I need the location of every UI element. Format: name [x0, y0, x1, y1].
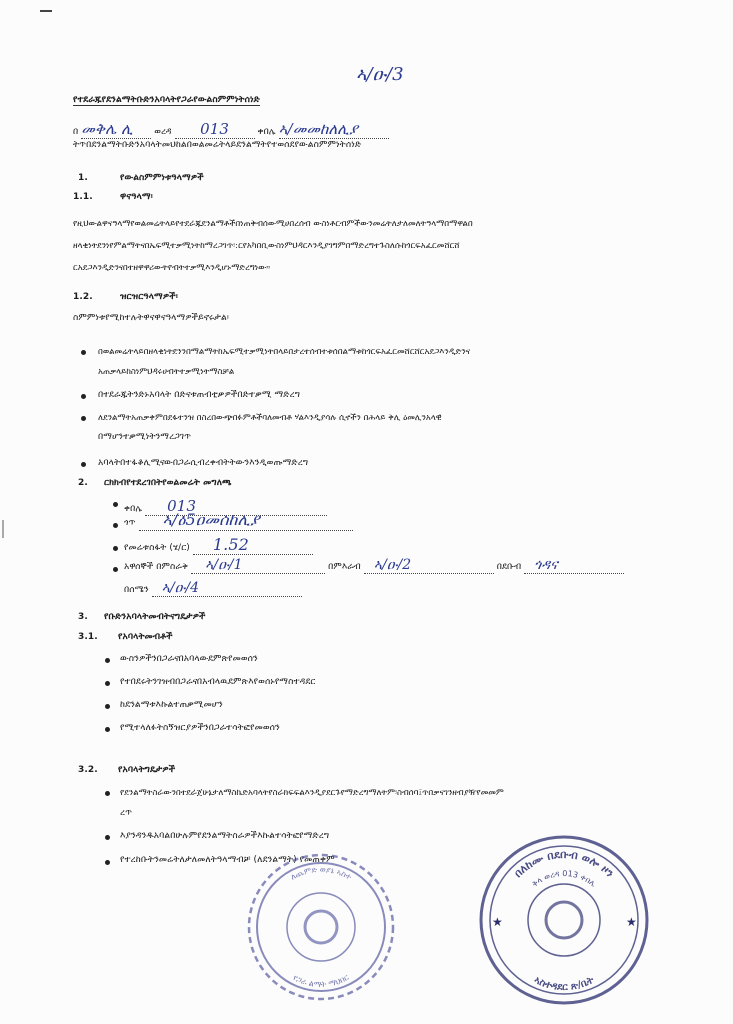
section-1-1-number: 1.1.: [73, 192, 93, 202]
section-1-number: 1.: [78, 173, 88, 183]
star-icon: ★: [626, 915, 637, 929]
document-title: የተደራጁየደንልማትቡድንአባላትየጋራየውልስምምነትሰነድ: [73, 95, 260, 105]
field-area-value: 1.52: [193, 535, 313, 555]
section-1-1-text-line1: የዚህውልዋናዓላማየወልመሬትላይየተደራጁደንልማቶችበነጠቅብሰውሚሀበረሰብ ውስነቶርብምችውንመሬትለታለመለትዓላማበማዋልበ: [73, 218, 473, 228]
field-kebele-label: ቀበሌ: [124, 504, 143, 514]
left-stamp-top-text: ለጨምድ ወያኔ ኣስተ: [288, 864, 353, 882]
objective-1-line1: በወልመሬትላይበዘላቂነትደንንበማልማትከኤፍሚተቃሚነትበላይበታረተሰብተቱሰበልማቱከጎርፍአፈርመሸርሸርአደጋእንዲድንና: [98, 346, 471, 356]
boundary-west-value: ኣ/ዑ/2: [364, 557, 494, 574]
right-item-1: ውስንዎችንበጋራናበአባላውደምጽየመወሰን: [120, 654, 258, 664]
bullet-icon: [105, 791, 110, 796]
bullet-icon: [81, 462, 86, 467]
duty-item-1-cont: ረጥ: [120, 808, 133, 818]
pre-kebele-label: በ: [73, 127, 79, 137]
duty-item-3: የተረከቡትንመሬትለታለመለትዓላማብቻ (ለደንልማት) የመጠቀም: [120, 855, 335, 865]
right-item-2: የተበደሩትንገዝብበጋራናበአብላዉደምጽእየወሰኑየማስተዳደር: [120, 677, 316, 687]
field-boundaries: [124, 557, 624, 574]
section-3-1-number: 3.1.: [78, 632, 98, 642]
right-stamp-mid-text: ቅላ ወረዳ 013 ቀበሌ: [530, 868, 598, 889]
right-stamp-bottom-text: ኣስተዳደር ጽ/ቤት: [532, 974, 596, 994]
bullet-icon: [105, 681, 110, 686]
section-1-1-text-line2: ዘላቂነትደንነየምልማትናበኤፍሚተቃሚነትከማረጋገጥ፡:ርየአካበቢውስነምህዳርእንዲያገግምበማድረግተጉስለሱከጎርፍአፈርመሸርሸ: [73, 240, 460, 250]
field-area: [124, 535, 313, 555]
kebele-label: ቀበሌ: [257, 127, 276, 137]
boundary-north-value: ኣ/ዑ/4: [152, 580, 302, 597]
objective-1-line2: አጠቃላይከስነምህዳሩሀብትተቃሚነትማስቻል: [98, 366, 235, 376]
section-3-number: 3.: [78, 612, 88, 622]
left-stamp: [246, 852, 396, 1002]
scan-mark: [2, 520, 10, 538]
bullet-icon: [105, 658, 110, 663]
section-1-2-title: ዝርዝርዓላማዎች፡: [120, 292, 178, 302]
field-got-value: ኣ/ዕ5ዐመሰከሊያ: [139, 510, 353, 531]
left-stamp-bottom-text: የጋራ ልማት ማህበር: [291, 972, 351, 990]
header-row: [73, 120, 389, 139]
svg-text:ቅላ ወረዳ 013 ቀበሌ: [530, 869, 597, 889]
bullet-icon: [113, 567, 118, 572]
right-stamp: [478, 834, 650, 1006]
objective-3-line1: ለደንልማትአጠቃቀምበደፋተንዝ በስረበውጭበፉምቶችባለመብቶ ሃልእንዲያሳሉ ሲኖችን በሕላይ ቅሊ ዕመሊንአላዊ: [98, 412, 442, 422]
bullet-icon: [81, 416, 86, 421]
boundary-south-label: በደቡብ: [496, 562, 522, 572]
bullet-icon: [105, 860, 110, 865]
objective-2: በተደራጁትንድኑአባላት በድናቱጠብቲቃዎችበድተቃሚ ማድረግ: [98, 390, 301, 400]
handwritten-woreda: 013: [175, 120, 255, 139]
objective-4: አባላትበተፋቆሊሚናውበጋራሲብረቀብትትውንእንዲወጡማድረግ: [98, 458, 309, 468]
section-1-title: የውልስምምነቱዓላማዎች: [120, 173, 204, 183]
field-area-label: የመሬቱስፋት (ሄ/ር): [124, 543, 190, 553]
bullet-icon: [81, 350, 86, 355]
objective-3-line2: በማሆንተቃሚነትንማረጋገጥ: [98, 432, 192, 442]
bullet-icon: [113, 546, 118, 551]
subtitle: ትጥበደንልማትቡድንአባላትመህከልበወልመሬትላይደንልማትየተወሰደየውልስምምነትሰነድ: [73, 140, 362, 150]
section-1-2-intro: ስምምነቱየሚከተሉትዋናዋናዓላማዎችይኖሩታል፡: [73, 313, 229, 323]
bullet-icon: [105, 727, 110, 732]
margin-note: ኣ/ዑ/3: [356, 64, 404, 85]
section-3-2-number: 3.2.: [78, 765, 98, 775]
field-got-label: ጎጥ: [124, 518, 136, 528]
section-3-title: የቡድንአባላትመብትናግዴታዎች: [104, 612, 206, 622]
section-2-number: 2.: [78, 478, 88, 488]
boundary-west-label: በምእራብ: [328, 562, 361, 572]
star-icon: ★: [492, 915, 503, 929]
right-stamp-top-text: በለከሙ በደቡብ ወሎ ዞን: [511, 847, 617, 880]
boundary-north-label: በሰሜን: [124, 585, 149, 595]
boundary-east-value: ኣ/ዑ/1: [191, 557, 325, 574]
bullet-icon: [105, 704, 110, 709]
boundary-south-value: ጎዳና: [524, 557, 624, 574]
section-3-1-title: የአባላትመብቶች: [118, 632, 173, 642]
boundary-east-label: አዋሰኞች በምስራቅ: [124, 562, 189, 572]
bullet-icon: [113, 523, 118, 528]
section-1-2-number: 1.2.: [73, 292, 93, 302]
woreda-label: ወረዳ: [154, 127, 172, 137]
duty-item-1: የደንልማትስራውንበተደራጀሁኔታለማስኬድአባላትየስራክፍፍልእንዲያደርጉየማድረግማለትም፡ስብሰባ፤ጥበቃናገንዘብያዥየመመም: [120, 787, 504, 797]
field-kebele-value: 013: [145, 497, 327, 516]
right-item-3: ከደንልማቱእኩልተጠቃሚመሆን: [120, 700, 223, 710]
handwritten-city: መቅሌ ሊ: [81, 120, 151, 139]
section-1-1-title: ዋናዓላማ፡: [120, 192, 153, 202]
field-north: [124, 580, 302, 597]
section-3-2-title: የአባላትግዴታዎች: [118, 765, 176, 775]
handwritten-kebele: ኣ/መመከለሊያ: [279, 120, 389, 139]
bullet-icon: [113, 502, 118, 507]
bullet-icon: [105, 835, 110, 840]
right-item-4: የሚተላለፉትስኝዝርያዎችንበጋራተሳትፎየመወሰን: [120, 723, 280, 733]
section-1-1-text-line3: ርአደጋእንዲድንናበተዘዋዋሪውትየብትተቃሚእንዲሆኑማድረግነው።: [73, 262, 271, 272]
field-got: [124, 510, 353, 531]
section-2-title: ርክክብየተደረገበትየወልመሬት መግለጫ: [104, 478, 232, 488]
scan-mark: [40, 10, 52, 12]
bullet-icon: [81, 394, 86, 399]
duty-item-2: እያንዳንዱአባልበሁሉምየደንልማትስራዎችእኩልተሳትፎየማድረግ: [120, 831, 330, 841]
